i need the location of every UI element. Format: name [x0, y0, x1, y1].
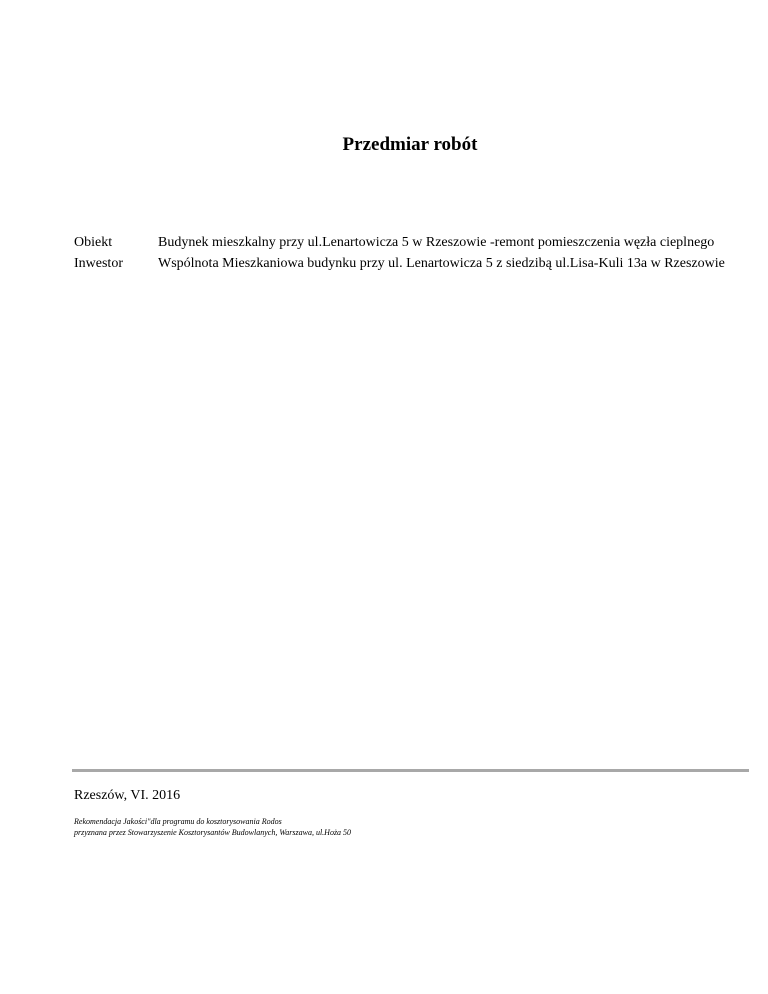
- footnote-line-1: Rekomendacja Jakości"dla programu do kosztorysowania Rodos: [74, 817, 282, 826]
- info-value-obiekt: Budynek mieszkalny przy ul.Lenartowicza 5 w Rzeszowie -remont pomieszczenia węzła cieplnego: [158, 235, 715, 250]
- footnote-line-2: przyznana przez Stowarzyszenie Kosztorysantów Budowlanych, Warszawa, ul.Hoża 50: [74, 828, 352, 837]
- info-value-inwestor: Wspólnota Mieszkaniowa budynku przy ul. Lenartowicza 5 z siedzibą ul.Lisa-Kuli 13a w Rzeszowie: [158, 256, 725, 271]
- info-label-inwestor: Inwestor: [74, 256, 123, 271]
- footer-divider: [72, 769, 749, 772]
- document-title: Przedmiar robót: [342, 134, 478, 155]
- info-label-obiekt: Obiekt: [74, 235, 113, 250]
- place-date: Rzeszów, VI. 2016: [74, 788, 181, 803]
